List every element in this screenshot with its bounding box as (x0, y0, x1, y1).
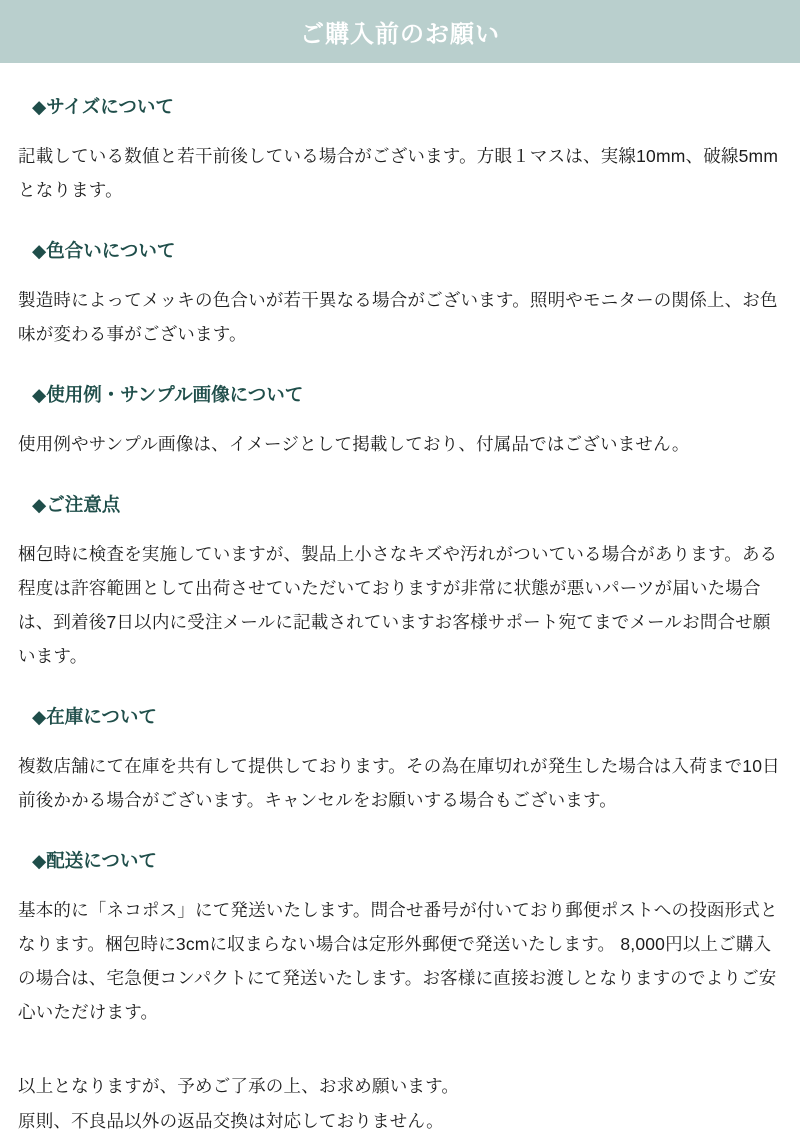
section-text-size: 記載している数値と若干前後している場合がございます。方眼１マスは、実線10mm、破線5mmとなります。 (18, 145, 779, 200)
section-body-size (18, 139, 782, 207)
page-title: ご購入前のお願い (300, 21, 500, 48)
section-caution (18, 491, 782, 673)
section-sample-image (18, 381, 782, 461)
section-body-sample-image (18, 427, 782, 461)
section-size (18, 93, 782, 207)
section-text-caution: 梱包時に検査を実施していますが、製品上小さなキズや汚れがついている場合があります。ある程度は許容範囲として出荷させていただいておりますが非常に状態が悪いパーツが届いた場合は、到着後7日以内に受注メールに記載されていますお客様サポート宛てまでメールお問合せ願います。 (18, 543, 778, 666)
closing-note (18, 1069, 782, 1137)
section-shipping (18, 847, 782, 1029)
section-text-color: 製造時によってメッキの色合いが若干異なる場合がございます。照明やモニターの関係上、お色味が変わる事がございます。 (18, 289, 778, 344)
section-stock (18, 703, 782, 817)
section-body-color (18, 283, 782, 351)
section-body-stock (18, 749, 782, 817)
closing-note-line-1: 以上となりますが、予めご了承の上、お求め願います。 (18, 1076, 460, 1097)
section-color (18, 237, 782, 351)
section-heading-shipping: ◆配送について (32, 850, 157, 872)
section-heading-color: ◆色合いについて (32, 240, 176, 261)
section-body-shipping (18, 893, 782, 1030)
section-text-sample-image: 使用例やサンプル画像は、イメージとして掲載しており、付属品ではございません。 (18, 433, 690, 454)
section-body-caution (18, 537, 782, 674)
section-text-stock: 複数店舗にて在庫を共有して提供しております。その為在庫切れが発生した場合は入荷まで10日前後かかる場合がございます。キャンセルをお願いする場合もございます。 (18, 755, 780, 810)
section-text-shipping: 基本的に「ネコポス」にて発送いたします。問合せ番号が付いており郵便ポストへの投函形式となります。梱包時に3cmに収まらない場合は定形外郵便で発送いたします。 8,000円以上ご購入の場合は、宅急便コンパクトにて発送いたします。お客様に直接お渡しとなりますのでよりご安心いただけます。 (18, 899, 778, 1023)
notice-content (0, 93, 800, 1148)
page-header (0, 0, 800, 63)
section-heading-size: ◆サイズについて (32, 96, 174, 117)
section-heading-sample-image: ◆使用例・サンプル画像について (32, 384, 304, 405)
section-heading-caution: ◆ご注意点 (32, 493, 121, 515)
closing-note-line-2: 原則、不良品以外の返品交換は対応しておりません。 (18, 1110, 444, 1131)
section-heading-stock: ◆在庫について (32, 706, 157, 728)
